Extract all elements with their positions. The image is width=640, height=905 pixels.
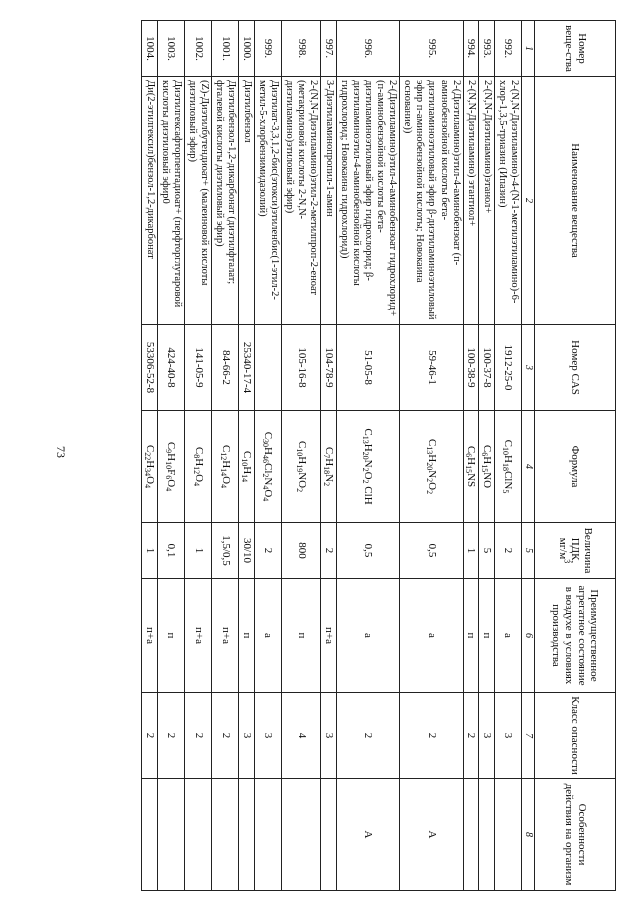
formula-text: H <box>502 455 515 463</box>
formula-text: C <box>480 444 493 453</box>
header-name: Наименование вещества <box>535 77 616 325</box>
formula-subscript: 6 <box>164 475 174 480</box>
hazard-class: 2 <box>463 693 479 779</box>
formula-text: H <box>241 466 254 475</box>
substance-name: 2-(Диэтиламино)этил-4-аминобензоат гидрохлорид+ (п-аминобензойной кислоты бета-диэтиламиноэтиловый эфир гидрохлорид; β-диэтиламиноэтил-4-аминобензойной кислоты гидрохлорид; Новокаина гидрохлорид)) <box>336 77 399 325</box>
formula-text: C <box>144 444 156 453</box>
column-number: 2 <box>522 77 535 325</box>
formula-text: H <box>165 453 178 462</box>
column-number: 1 <box>522 21 535 77</box>
formula-text: C <box>241 450 254 459</box>
formula-text: H <box>425 454 438 463</box>
formula-text: C <box>322 446 335 455</box>
table-row <box>494 21 521 891</box>
cas-number: 51-05-8 <box>336 325 399 411</box>
substance-name: 3-Диэтиламинопропил-1-амин <box>321 77 337 325</box>
row-number: 997. <box>321 21 337 77</box>
aggregate-state: п+а <box>142 579 158 693</box>
formula-subscript: 14 <box>240 474 250 483</box>
row-number: 992. <box>494 21 521 77</box>
chemical-formula <box>463 411 479 523</box>
formula-text: O <box>192 474 205 483</box>
column-number-row <box>522 21 535 891</box>
hazard-class: 2 <box>185 693 212 779</box>
substance-name: 2-(N,N-Диэтиламино) этантиол+ <box>463 77 479 325</box>
pdk-value: 800 <box>282 523 321 579</box>
formula-text: C <box>262 431 275 440</box>
formula-text: O <box>425 482 438 491</box>
hazard-class: 3 <box>321 693 337 779</box>
formula-text: C <box>192 446 205 455</box>
formula-subscript: 6 <box>464 453 474 458</box>
row-number: 996. <box>336 21 399 77</box>
aggregate-state: а <box>336 579 399 693</box>
formula-subscript: 13 <box>424 446 434 455</box>
chemical-formula <box>400 411 463 523</box>
header-class: Класс опасности <box>535 693 616 779</box>
formula-text: H <box>219 460 232 469</box>
formula-subscript: 19 <box>294 464 304 473</box>
formula-subscript: 18 <box>321 466 331 475</box>
formula-subscript: 30 <box>261 439 271 448</box>
formula-subscript: 2 <box>261 473 271 478</box>
hazard-class: 2 <box>158 693 185 779</box>
chemical-formula <box>239 411 255 523</box>
formula-text: ClN <box>502 470 515 490</box>
cas-number: 100-37-8 <box>479 325 495 411</box>
formula-subscript: 10 <box>501 447 511 456</box>
formula-text: N <box>362 459 375 468</box>
hazard-class: 3 <box>255 693 282 779</box>
row-number: 1000. <box>239 21 255 77</box>
header-pdk-line: Величина ПДК, <box>569 527 594 574</box>
formula-text: ClH <box>362 483 375 505</box>
header-pdk-unit: мг/м <box>556 537 569 560</box>
hazard-class: 2 <box>400 693 463 779</box>
header-row <box>535 21 616 891</box>
cas-number: 25340-17-4 <box>239 325 255 411</box>
cas-number: 141-05-9 <box>185 325 212 411</box>
hazard-class: 3 <box>239 693 255 779</box>
effect-feature <box>255 779 282 891</box>
aggregate-state: п+а <box>185 579 212 693</box>
formula-text: O <box>362 471 375 480</box>
substance-name: Диэтилбензол <box>239 77 255 325</box>
hazard-class: 2 <box>142 693 158 779</box>
cas-number: 424-40-8 <box>158 325 185 411</box>
chemical-formula <box>336 411 399 523</box>
formula-subscript: 2 <box>361 467 371 472</box>
formula-subscript: 46 <box>261 454 271 463</box>
formula-text: O <box>165 479 178 488</box>
formula-text: C <box>362 428 375 436</box>
formula-subscript: 14 <box>218 468 228 477</box>
table-row <box>282 21 321 891</box>
pdk-value: 30/10 <box>239 523 255 579</box>
formula-text: H <box>144 460 156 469</box>
formula-text: H <box>362 443 375 452</box>
formula-text: N <box>322 474 335 483</box>
chemical-formula <box>494 411 521 523</box>
header-cas: Номер CAS <box>535 325 616 411</box>
header-effect: Особенности действия на организм <box>535 779 616 891</box>
substance-name: 2-(N,N-Диэтиламино)этил-2-метилпроп-2-еноат (метакриловой кислоты 2-N,N-диэтиламино)этиловый эфир) <box>282 77 321 325</box>
rotated-page <box>106 20 616 890</box>
substance-name: Диэтилгексафторпентадиоат+ (перфторглутаровой кислоты диэтиловый эфир0 <box>158 77 185 325</box>
pdk-value: 1,5/0,5 <box>212 523 239 579</box>
effect-feature <box>463 779 479 891</box>
header-pdk <box>535 523 616 579</box>
formula-text: NO <box>480 472 493 489</box>
substance-name: Ди(2-этилгексил)бензол-1,2-дикарбонат <box>142 77 158 325</box>
substance-name: Диэтилбензол-1,2-дикарбонат (диэтилфталат; фталевой кислоты диэтиловый эфир) <box>212 77 239 325</box>
cas-number: 1912-25-0 <box>494 325 521 411</box>
effect-feature <box>494 779 521 891</box>
table-row <box>463 21 479 891</box>
formula-subscript: 20 <box>361 451 371 460</box>
cas-number: 100-38-9 <box>463 325 479 411</box>
formula-text: NO <box>295 472 308 489</box>
aggregate-state: а <box>400 579 463 693</box>
formula-text: H <box>465 457 478 466</box>
row-number: 1003. <box>158 21 185 77</box>
cas-number: 84-66-2 <box>212 325 239 411</box>
formula-text: O <box>144 476 156 485</box>
hazard-class: 3 <box>479 693 495 779</box>
formula-text: C <box>219 444 232 453</box>
aggregate-state: а <box>494 579 521 693</box>
header-pdk-unit-sup: 3 <box>562 559 572 564</box>
chemical-formula <box>142 411 158 523</box>
table-row <box>185 21 212 891</box>
formula-subscript: 18 <box>501 462 511 471</box>
table-row <box>400 21 463 891</box>
pdk-value: 1 <box>185 523 212 579</box>
formula-text: NS <box>465 473 478 488</box>
formula-text: N <box>262 477 275 486</box>
substance-name: 2-(N,N-Диэтиламино)-4-(N-1-метилэтиламино)-6-хлор-1,3,5-триазин (Ипазин) <box>494 77 521 325</box>
row-number: 1001. <box>212 21 239 77</box>
row-number: 1004. <box>142 21 158 77</box>
aggregate-state: п <box>239 579 255 693</box>
row-number: 995. <box>400 21 463 77</box>
table-row <box>212 21 239 891</box>
aggregate-state: п+а <box>212 579 239 693</box>
pdk-value: 0,1 <box>158 523 185 579</box>
formula-subscript: 4 <box>261 485 271 490</box>
row-number: 993. <box>479 21 495 77</box>
formula-subscript: 5 <box>501 489 511 494</box>
formula-subscript: 15 <box>479 464 489 473</box>
aggregate-state: п <box>158 579 185 693</box>
hazard-class: 3 <box>494 693 521 779</box>
formula-subscript: 6 <box>479 452 489 457</box>
cas-number: 59-46-1 <box>400 325 463 411</box>
substance-name: Диэтилат-3,3,1,2-бис(этокси)этиленбис(1-этил-2-метил-5-хлорбензимидазолий) <box>255 77 282 325</box>
chemical-formula <box>321 411 337 523</box>
effect-feature <box>185 779 212 891</box>
formula-subscript: 10 <box>294 448 304 457</box>
effect-feature <box>212 779 239 891</box>
header-state: Преимущественное агрегатное состояние в воздухе в условиях производства <box>535 579 616 693</box>
formula-text: H <box>192 458 205 467</box>
substance-name: (Z)-Диэтилбутендиоат+ (малеиновой кислоты диэтиловый эфир) <box>185 77 212 325</box>
formula-text: C <box>165 441 178 450</box>
formula-subscript: 22 <box>143 452 152 461</box>
aggregate-state: а <box>255 579 282 693</box>
formula-subscript: 8 <box>191 454 201 459</box>
pdk-value: 2 <box>255 523 282 579</box>
formula-text: H <box>262 447 275 455</box>
table-row <box>142 21 158 891</box>
formula-subscript: 2 <box>424 490 434 495</box>
formula-subscript: 10 <box>164 461 174 470</box>
substances-table <box>141 20 616 891</box>
formula-text: C <box>295 440 308 449</box>
formula-text: N <box>425 470 438 479</box>
table-row <box>336 21 399 891</box>
formula-subscript: 2 <box>424 478 434 483</box>
table-row <box>255 21 282 891</box>
header-no: Номер веще-ства <box>535 21 616 77</box>
formula-text: H <box>295 456 308 465</box>
formula-subscript: 7 <box>321 454 331 459</box>
formula-subscript: 12 <box>218 452 228 461</box>
aggregate-state: п <box>463 579 479 693</box>
substance-name: 2-(Диэтиламино)этил-4-аминобензоат (п-аминобензойной кислоты бета-диэтиламиноэтиловый эфир β-диэтиламиноэтиловый эфир п-аминобензойной кислоты; Новокаина основание)) <box>400 77 463 325</box>
hazard-class: 4 <box>282 693 321 779</box>
cas-number: 53306-52-8 <box>142 325 158 411</box>
cas-number <box>255 325 282 411</box>
chemical-formula <box>479 411 495 523</box>
row-number: 999. <box>255 21 282 77</box>
table-row <box>239 21 255 891</box>
column-number: 3 <box>522 325 535 411</box>
pdk-value: 2 <box>494 523 521 579</box>
header-formula: Формула <box>535 411 616 523</box>
pdk-value: 0,5 <box>336 523 399 579</box>
effect-feature <box>479 779 495 891</box>
effect-feature <box>282 779 321 891</box>
column-number: 8 <box>522 779 535 891</box>
formula-subscript: 20 <box>424 462 434 471</box>
formula-subscript: 12 <box>191 466 201 475</box>
column-number: 6 <box>522 579 535 693</box>
chemical-formula <box>282 411 321 523</box>
column-number: 7 <box>522 693 535 779</box>
formula-text: O <box>262 489 275 498</box>
formula-text: C <box>465 445 478 454</box>
formula-text: O <box>219 476 232 485</box>
column-number: 4 <box>522 411 535 523</box>
hazard-class: 2 <box>336 693 399 779</box>
effect-feature: А <box>400 779 463 891</box>
pdk-value: 1 <box>142 523 158 579</box>
row-number: 994. <box>463 21 479 77</box>
formula-subscript: 4 <box>143 484 152 489</box>
formula-subscript: 34 <box>143 468 152 477</box>
chemical-formula <box>185 411 212 523</box>
pdk-value: 0,5 <box>400 523 463 579</box>
formula-subscript: 4 <box>218 484 228 489</box>
row-number: 1002. <box>185 21 212 77</box>
chemical-formula <box>212 411 239 523</box>
page-number: 73 <box>54 446 68 458</box>
formula-subscript: 4 <box>191 482 201 487</box>
formula-subscript: 4 <box>164 487 174 492</box>
formula-text: C <box>425 438 438 447</box>
cas-number: 104-78-9 <box>321 325 337 411</box>
substance-name: 2-(N,N-Диэтиламино)этанол+ <box>479 77 495 325</box>
formula-text: C <box>502 439 515 448</box>
effect-feature <box>321 779 337 891</box>
table-row <box>158 21 185 891</box>
cas-number: 105-16-8 <box>282 325 321 411</box>
aggregate-state: п <box>282 579 321 693</box>
formula-text: F <box>165 469 178 476</box>
formula-text: Cl <box>262 462 275 474</box>
formula-text: H <box>322 458 335 467</box>
pdk-value: 5 <box>479 523 495 579</box>
chemical-formula <box>158 411 185 523</box>
formula-subscript: 9 <box>164 449 174 454</box>
column-number: 5 <box>522 523 535 579</box>
hazard-class: 2 <box>212 693 239 779</box>
effect-feature <box>158 779 185 891</box>
chemical-formula <box>255 411 282 523</box>
formula-subscript: 13 <box>361 435 371 444</box>
formula-subscript: 2 <box>361 479 371 484</box>
table-row <box>479 21 495 891</box>
formula-subscript: 15 <box>464 465 474 474</box>
formula-subscript: 2 <box>321 482 331 487</box>
aggregate-state: п+а <box>321 579 337 693</box>
aggregate-state: п <box>479 579 495 693</box>
pdk-value: 1 <box>463 523 479 579</box>
table-row <box>321 21 337 891</box>
pdk-value: 2 <box>321 523 337 579</box>
effect-feature: А <box>336 779 399 891</box>
formula-subscript: 10 <box>240 458 250 467</box>
row-number: 998. <box>282 21 321 77</box>
formula-subscript: 4 <box>261 497 271 502</box>
formula-text: H <box>480 456 493 465</box>
effect-feature <box>239 779 255 891</box>
formula-subscript: 2 <box>294 488 304 493</box>
effect-feature <box>142 779 158 891</box>
